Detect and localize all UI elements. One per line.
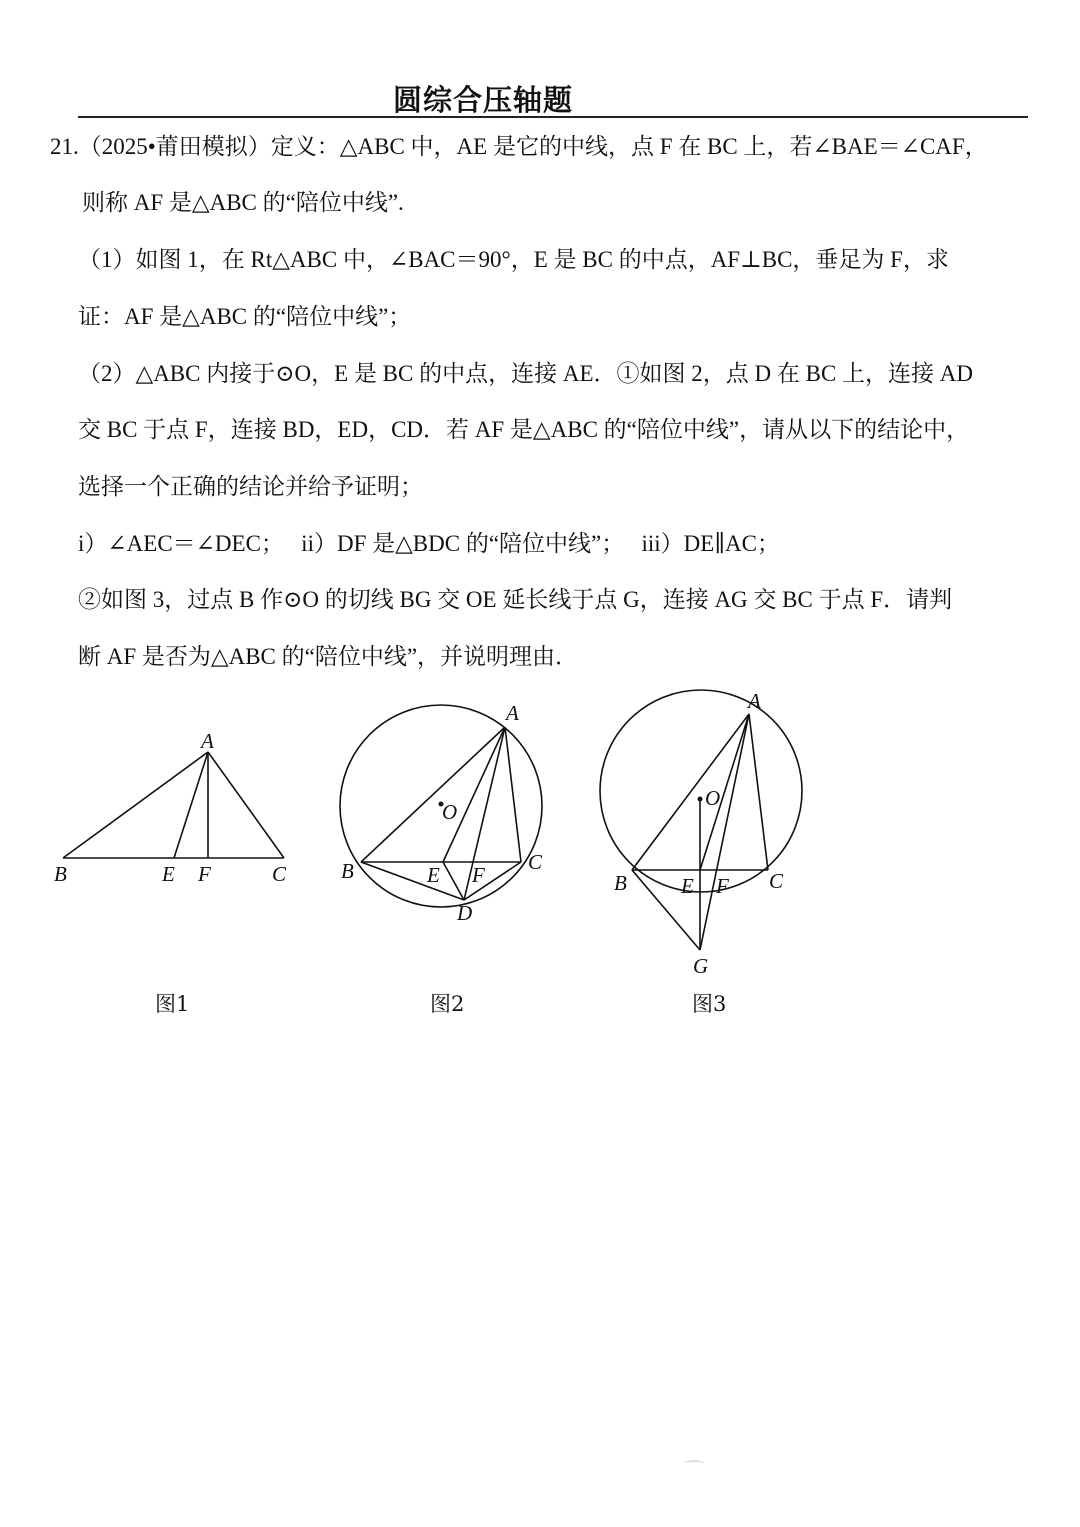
figure-3 [600, 690, 802, 950]
fig2-label-e: E [427, 863, 440, 887]
fig2-label-o: O [442, 800, 458, 824]
fig2-label-a: A [506, 701, 519, 725]
fig2-segment-ac [505, 727, 521, 862]
question-line-8: i）∠AEC＝∠DEC； ii）DF 是△BDC 的“陪位中线”； iii）DE∥AC； [78, 531, 780, 556]
fig1-label-b: B [54, 862, 67, 886]
question-line-10: 断 AF 是否为△ABC 的“陪位中线”，并说明理由． [78, 644, 579, 669]
question-line-9: ②如图 3，过点 B 作⊙O 的切线 BG 交 OE 延长线于点 G，连接 AG 交 BC 于点 F．请判 [78, 587, 953, 612]
fig3-label-g: G [693, 954, 709, 978]
fig3-label-c: C [769, 869, 784, 893]
fig2-segment-ab [361, 727, 505, 862]
fig3-label-a: A [748, 689, 761, 713]
figure-3-caption: 图3 [692, 992, 727, 1016]
fig2-label-d: D [457, 901, 473, 925]
fig3-segment-ac [749, 714, 768, 870]
fig3-segment-ag [700, 714, 749, 950]
fig1-segment-ab [63, 752, 208, 858]
fig3-label-f: F [716, 874, 729, 898]
figure-2-caption: 图2 [430, 992, 465, 1016]
fig1-label-a: A [201, 729, 214, 753]
fig3-label-o: O [705, 786, 721, 810]
fig1-label-e: E [162, 862, 175, 886]
title-rule [78, 116, 1028, 118]
fig3-segment-ab [632, 714, 749, 870]
fig3-circle-o [600, 690, 802, 892]
fig2-segment-ed [443, 862, 464, 900]
question-line-5: （2）△ABC 内接于⊙O，E 是 BC 的中点，连接 AE．①如图 2，点 D 在 BC 上，连接 AD [78, 361, 974, 386]
fig1-segment-ae [174, 752, 208, 858]
question-line-4: 证：AF 是△ABC 的“陪位中线”； [78, 304, 412, 329]
fig2-label-c: C [528, 850, 543, 874]
page-mark [684, 1460, 704, 1468]
question-line-3: （1）如图 1，在 Rt△ABC 中，∠BAC＝90°，E 是 BC 的中点，AF⊥BC，垂足为 F，求 [78, 247, 949, 272]
figure-1-caption: 图1 [155, 992, 190, 1016]
question-line-1: 21.（2025•莆田模拟）定义：△ABC 中，AE 是它的中线，点 F 在 BC 上，若∠BAE＝∠CAF， [50, 134, 988, 159]
question-line-2: 则称 AF 是△ABC 的“陪位中线”. [82, 190, 404, 215]
fig3-label-b: B [614, 871, 627, 895]
fig2-segment-ae [443, 727, 505, 862]
fig1-segment-ac [208, 752, 284, 858]
fig2-label-f: F [472, 863, 485, 887]
fig1-label-c: C [272, 862, 287, 886]
question-line-7: 选择一个正确的结论并给予证明； [78, 474, 423, 499]
fig2-segment-bd [361, 862, 464, 900]
page-title: 圆综合压轴题 [392, 83, 573, 117]
figure-1 [63, 752, 284, 858]
question-line-6: 交 BC 于点 F，连接 BD，ED，CD．若 AF 是△ABC 的“陪位中线”，请从以下的结论中， [78, 417, 970, 442]
fig3-label-e: E [681, 874, 694, 898]
figures-svg [0, 680, 1080, 1000]
fig3-center-dot [698, 797, 703, 802]
fig1-label-f: F [198, 862, 211, 886]
fig2-label-b: B [341, 859, 354, 883]
